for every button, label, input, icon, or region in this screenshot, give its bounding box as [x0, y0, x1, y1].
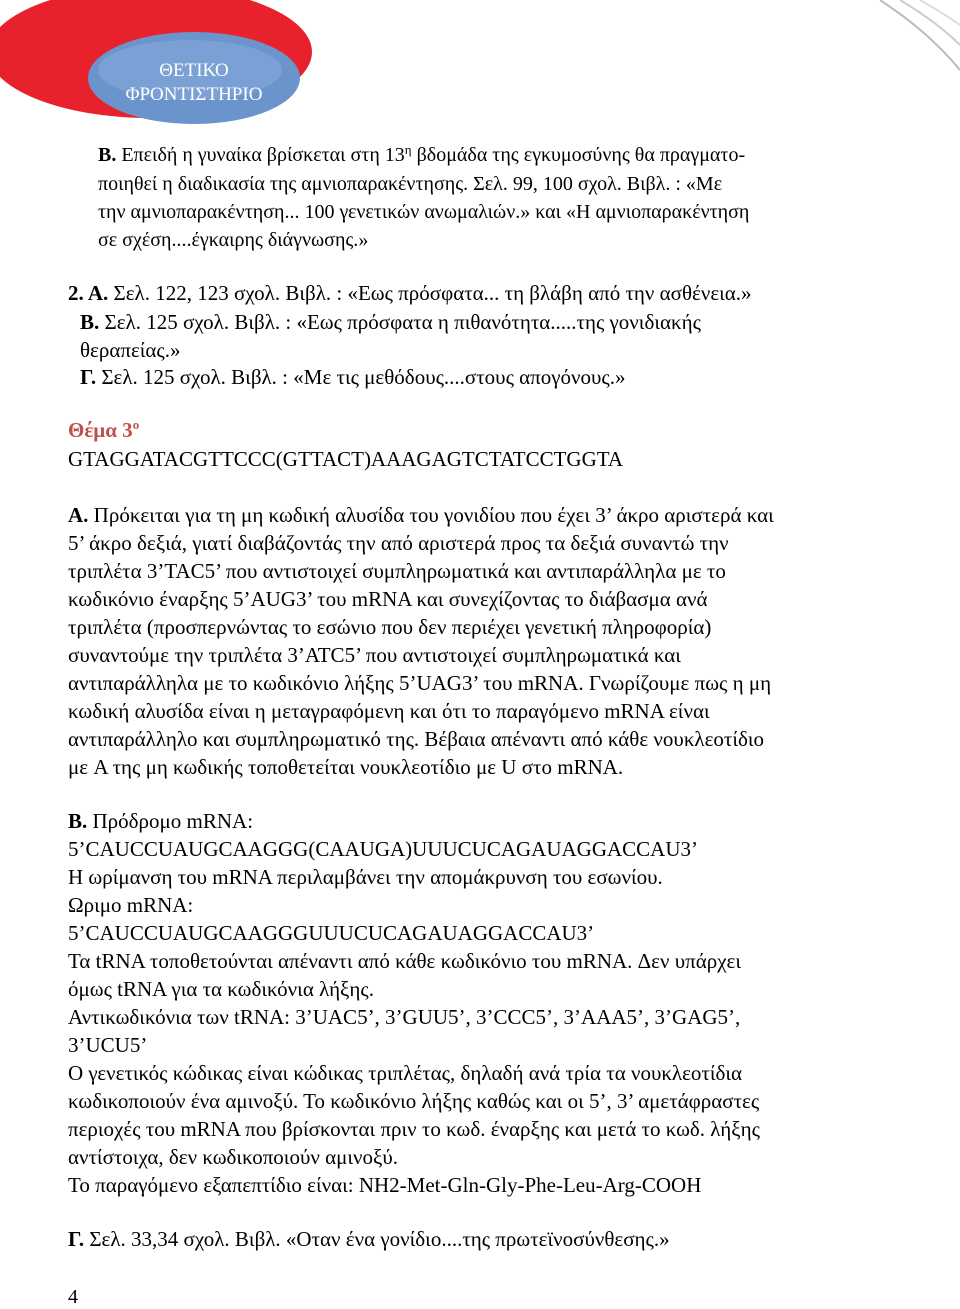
b-line-12: αντίστοιχα, δεν κωδικοποιούν αμινοξύ.: [68, 1145, 399, 1169]
c-line: Γ. Σελ. 33,34 σχολ. Βιβλ. «Οταν ένα γονίδιο....της πρωτεϊνοσύνθεσης.»: [68, 1227, 670, 1251]
a-line-7: κωδική αλυσίδα είναι η μεταγραφόμενη και ότι το παραγόμενο mRNA είναι: [68, 699, 710, 723]
logo-text-line1: ΘΕΤΙΚΟ: [159, 60, 229, 81]
b-line-2: Η ωρίμανση του mRNA περιλαμβάνει την απομάκρυνση του εσωνίου.: [68, 865, 663, 889]
a-line-3: κωδικόνιο έναρξης 5’AUG3’ του mRNA και συνεχίζοντας το διάβασμα ανά: [68, 587, 708, 611]
q2b-label: Β.: [98, 144, 117, 166]
b-line-9: Ο γενετικός κώδικας είναι κώδικας τριπλέτας, δηλαδή ανά τρία τα νουκλεοτίδια: [68, 1061, 743, 1085]
b-line-7: Αντικωδικόνια των tRNA: 3’UAC5’, 3’GUU5’, 3’CCC5’, 3’AAA5’, 3’GAG5’,: [68, 1005, 741, 1029]
q2-2c: Γ. Σελ. 125 σχολ. Βιβλ. : «Με τις μεθόδους....στους απογόνους.»: [80, 365, 626, 389]
page-number: 4: [68, 1286, 78, 1308]
logo-text-line2: ΦΡΟΝΤΙΣΤΗΡΙΟ: [125, 84, 263, 105]
q2b-line1: Β. Επειδή η γυναίκα βρίσκεται στη $13^\eta$ βδομάδα της εγκυμοσύνης θα πραγματο-: [98, 142, 746, 166]
b-line-8: 3’UCU5’: [68, 1033, 148, 1057]
b-line-10: κωδικοποιούν ένα αμινοξύ. Το κωδικόνιο λήξης καθώς και οι 5’, 3’ αμετάφραστες: [68, 1089, 760, 1113]
q2-2b-cont: θεραπείας.»: [80, 338, 181, 362]
a-line-8: αντιπαράλληλο και συμπληρωματικό της. Βέβαια απέναντι από κάθε νουκλεοτίδιο: [68, 727, 765, 751]
b-line-5: Τα tRNA τοποθετούνται απέναντι από κάθε κωδικόνιο του mRNA. Δεν υπάρχει: [68, 949, 742, 973]
dna-sequence: GTAGGATACGTTCCC(GTTACT)AAAGAGTCTATCCTGGTA: [68, 447, 624, 471]
b-line-4: 5’CAUCCUAUGCAAGGGUUUCUCAGAUAGGACCAU3’: [68, 921, 595, 945]
q2-2b: Β. Σελ. 125 σχολ. Βιβλ. : «Εως πρόσφατα η πιθανότητα.....της γονιδιακής: [80, 310, 701, 334]
b-line-3: Ωριμο mRNA:: [68, 893, 194, 917]
q2-2a: 2. Α. Σελ. 122, 123 σχολ. Βιβλ. : «Εως πρόσφατα... τη βλάβη από την ασθένεια.»: [68, 281, 752, 305]
b-line-0: Β. Πρόδρομο mRNA:: [68, 809, 254, 833]
a-line-4: τριπλέτα (προσπερνώντας το εσώνιο που δεν περιέχει γενετική πληροφορία): [68, 615, 712, 639]
a-line-5: συναντούμε την τριπλέτα 3’ATC5’ που αντιστοιχεί συμπληρωματικά και: [68, 643, 681, 667]
a-line-2: τριπλέτα 3’TAC5’ που αντιστοιχεί συμπληρωματικά και αντιπαράλληλα με το: [68, 559, 726, 583]
b-line-1: 5’CAUCCUAUGCAAGGG(CAAUGA)UUUCUCAGAUAGGACCAU3’: [68, 837, 698, 861]
a-line-6: αντιπαράλληλα με το κωδικόνιο λήξης 5’UAG3’ του mRNA. Γνωρίζουμε πως η μη: [68, 671, 772, 695]
a-line-9: με A της μη κωδικής τοποθετείται νουκλεοτίδιο με U στο mRNA.: [68, 755, 624, 779]
corner-decoration: [820, 0, 960, 80]
a-line-1: 5’ άκρο δεξιά, γιατί διαβάζοντάς την από αριστερά προς τα δεξιά συναντώ την: [68, 531, 729, 555]
theme3-title: Θέμα $3^o$: [68, 417, 140, 442]
q2b-line2: ποιηθεί η διαδικασία της αμνιοπαρακέντησης. Σελ. 99, 100 σχολ. Βιβλ. : «Με: [98, 173, 723, 195]
b-line-6: όμως tRNA για τα κωδικόνια λήξης.: [68, 977, 374, 1001]
q2b-line4: σε σχέση....έγκαιρης διάγνωσης.»: [98, 229, 369, 251]
q2b-line3: την αμνιοπαρακέντηση... 100 γενετικών ανωμαλιών.» και «Η αμνιοπαρακέντηση: [98, 201, 750, 223]
b-line-11: περιοχές του mRNA που βρίσκονται πριν το κωδ. έναρξης και μετά το κωδ. λήξης: [68, 1117, 760, 1141]
b-line-13: Το παραγόμενο εξαπεπτίδιο είναι: NH2-Met-Gln-Gly-Phe-Leu-Arg-COOH: [68, 1173, 702, 1197]
a-line-0: Α. Πρόκειται για τη μη κωδική αλυσίδα του γονιδίου που έχει 3’ άκρο αριστερά και: [68, 503, 774, 527]
